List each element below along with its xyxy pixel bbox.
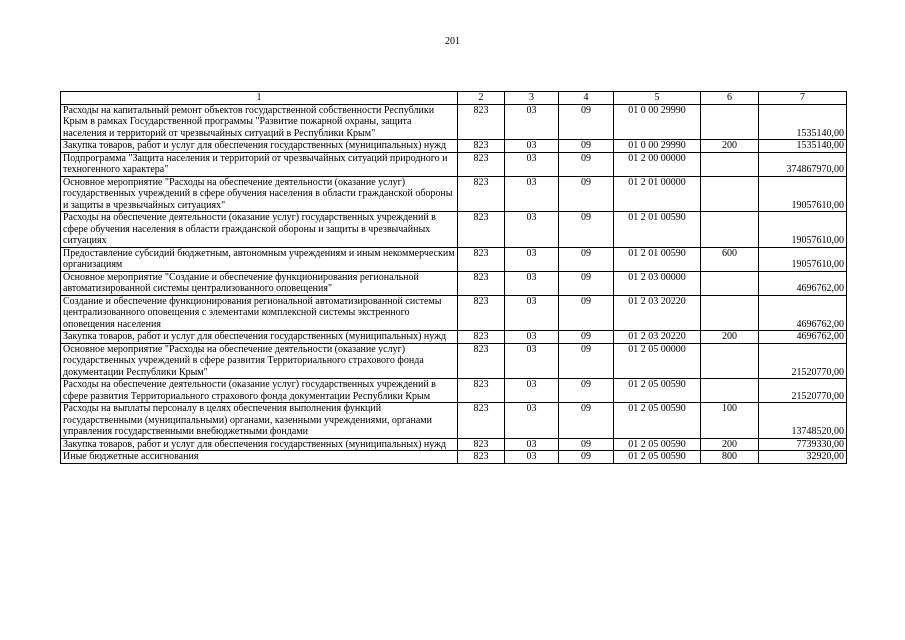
row-section-cell: 03 bbox=[505, 271, 559, 295]
table-body bbox=[61, 92, 847, 464]
row-amount-cell: 19057610,00 bbox=[759, 247, 847, 271]
row-amount-cell: 4696762,00 bbox=[759, 271, 847, 295]
row-subsection-cell: 09 bbox=[559, 403, 614, 439]
row-amount-cell: 19057610,00 bbox=[759, 212, 847, 248]
row-amount-cell: 1535140,00 bbox=[759, 140, 847, 153]
row-target-article-cell: 01 2 05 00590 bbox=[614, 403, 701, 439]
row-expense-type-cell bbox=[701, 343, 759, 379]
row-target-article-cell: 01 2 01 00590 bbox=[614, 212, 701, 248]
row-target-article-cell: 01 2 00 00000 bbox=[614, 152, 701, 176]
row-code-cell: 823 bbox=[458, 343, 505, 379]
page-number: 201 bbox=[445, 36, 460, 47]
row-section-cell: 03 bbox=[505, 152, 559, 176]
row-expense-type-cell: 200 bbox=[701, 331, 759, 344]
row-name-cell: Основное мероприятие "Расходы на обеспечение деятельности (оказание услуг) государственных учреждений в сфере развития Территориального страхового фонда документации Республики Крым" bbox=[61, 343, 458, 379]
row-code-cell: 823 bbox=[458, 295, 505, 331]
row-section-cell: 03 bbox=[505, 403, 559, 439]
row-section-cell: 03 bbox=[505, 331, 559, 344]
row-section-cell: 03 bbox=[505, 212, 559, 248]
row-amount-cell: 1535140,00 bbox=[759, 104, 847, 140]
row-name-cell: Основное мероприятие "Расходы на обеспечение деятельности (оказание услуг) государственных учреждений в сфере обучения населения в области гражданской обороны и защиты в чрезвычайных ситуациях" bbox=[61, 176, 458, 212]
row-code-cell: 823 bbox=[458, 104, 505, 140]
budget-table bbox=[60, 91, 847, 464]
row-amount-cell: 21520770,00 bbox=[759, 343, 847, 379]
row-target-article-cell: 01 2 01 00590 bbox=[614, 247, 701, 271]
row-expense-type-cell bbox=[701, 152, 759, 176]
row-amount-cell: 21520770,00 bbox=[759, 379, 847, 403]
row-target-article-cell: 01 2 01 00000 bbox=[614, 176, 701, 212]
row-target-article-cell: 01 2 05 00590 bbox=[614, 438, 701, 451]
row-section-cell: 03 bbox=[505, 104, 559, 140]
row-target-article-cell: 01 2 03 20220 bbox=[614, 295, 701, 331]
header-cell-4: 4 bbox=[559, 92, 614, 105]
row-subsection-cell: 09 bbox=[559, 104, 614, 140]
row-expense-type-cell: 100 bbox=[701, 403, 759, 439]
row-section-cell: 03 bbox=[505, 379, 559, 403]
row-name-cell: Создание и обеспечение функционирования региональной автоматизированной системы централизованного оповещения с элементами комплексной системы экстренного оповещения населения bbox=[61, 295, 458, 331]
row-section-cell: 03 bbox=[505, 438, 559, 451]
row-name-cell: Основное мероприятие "Создание и обеспечение функционирования региональной автоматизированной системы централизованного оповещения" bbox=[61, 271, 458, 295]
header-cell-1: 1 bbox=[61, 92, 458, 105]
row-expense-type-cell bbox=[701, 271, 759, 295]
row-name-cell: Расходы на капитальный ремонт объектов государственной собственности Республики Крым в рамках Государственной программы "Развитие пожарной охраны, защита населения и территорий от чрезвычайных ситуаций в Республики Крым" bbox=[61, 104, 458, 140]
row-expense-type-cell bbox=[701, 104, 759, 140]
row-name-cell: Расходы на обеспечение деятельности (оказание услуг) государственных учреждений в сфере обучения населения в области гражданской обороны и защиты в чрезвычайных ситуациях bbox=[61, 212, 458, 248]
row-target-article-cell: 01 2 05 00000 bbox=[614, 343, 701, 379]
row-target-article-cell: 01 2 03 20220 bbox=[614, 331, 701, 344]
row-code-cell: 823 bbox=[458, 379, 505, 403]
row-subsection-cell: 09 bbox=[559, 212, 614, 248]
row-expense-type-cell: 800 bbox=[701, 451, 759, 464]
row-subsection-cell: 09 bbox=[559, 343, 614, 379]
row-section-cell: 03 bbox=[505, 176, 559, 212]
row-subsection-cell: 09 bbox=[559, 451, 614, 464]
row-name-cell: Иные бюджетные ассигнования bbox=[61, 451, 458, 464]
row-subsection-cell: 09 bbox=[559, 140, 614, 153]
row-amount-cell: 19057610,00 bbox=[759, 176, 847, 212]
row-expense-type-cell: 200 bbox=[701, 438, 759, 451]
row-amount-cell: 32920,00 bbox=[759, 451, 847, 464]
row-expense-type-cell bbox=[701, 176, 759, 212]
row-section-cell: 03 bbox=[505, 451, 559, 464]
row-target-article-cell: 01 0 00 29990 bbox=[614, 140, 701, 153]
row-subsection-cell: 09 bbox=[559, 247, 614, 271]
row-subsection-cell: 09 bbox=[559, 152, 614, 176]
table-row bbox=[61, 152, 847, 176]
table-row bbox=[61, 295, 847, 331]
row-name-cell: Предоставление субсидий бюджетным, автономным учреждениям и иным некоммерческим организациям bbox=[61, 247, 458, 271]
row-subsection-cell: 09 bbox=[559, 438, 614, 451]
row-subsection-cell: 09 bbox=[559, 271, 614, 295]
row-target-article-cell: 01 2 05 00590 bbox=[614, 451, 701, 464]
table-row bbox=[61, 176, 847, 212]
table-row bbox=[61, 438, 847, 451]
row-expense-type-cell bbox=[701, 379, 759, 403]
row-section-cell: 03 bbox=[505, 247, 559, 271]
header-cell-2: 2 bbox=[458, 92, 505, 105]
table-row bbox=[61, 271, 847, 295]
row-expense-type-cell bbox=[701, 212, 759, 248]
row-section-cell: 03 bbox=[505, 140, 559, 153]
row-name-cell: Закупка товаров, работ и услуг для обеспечения государственных (муниципальных) нужд bbox=[61, 331, 458, 344]
row-name-cell: Расходы на выплаты персоналу в целях обеспечения выполнения функций государственными (муниципальными) органами, казенными учреждениями, органами управления государственными внебюджетными фондами bbox=[61, 403, 458, 439]
table-row bbox=[61, 403, 847, 439]
table-row bbox=[61, 451, 847, 464]
row-name-cell: Закупка товаров, работ и услуг для обеспечения государственных (муниципальных) нужд bbox=[61, 438, 458, 451]
row-name-cell: Закупка товаров, работ и услуг для обеспечения государственных (муниципальных) нужд bbox=[61, 140, 458, 153]
row-code-cell: 823 bbox=[458, 403, 505, 439]
row-code-cell: 823 bbox=[458, 438, 505, 451]
row-expense-type-cell: 600 bbox=[701, 247, 759, 271]
row-subsection-cell: 09 bbox=[559, 295, 614, 331]
row-code-cell: 823 bbox=[458, 247, 505, 271]
row-amount-cell: 7739330,00 bbox=[759, 438, 847, 451]
row-code-cell: 823 bbox=[458, 212, 505, 248]
row-amount-cell: 4696762,00 bbox=[759, 295, 847, 331]
row-amount-cell: 4696762,00 bbox=[759, 331, 847, 344]
row-code-cell: 823 bbox=[458, 140, 505, 153]
row-section-cell: 03 bbox=[505, 295, 559, 331]
row-amount-cell: 374867970,00 bbox=[759, 152, 847, 176]
table-row bbox=[61, 212, 847, 248]
row-subsection-cell: 09 bbox=[559, 379, 614, 403]
row-amount-cell: 13748520,00 bbox=[759, 403, 847, 439]
row-name-cell: Подпрограмма "Защита населения и территорий от чрезвычайных ситуаций природного и техногенного характера" bbox=[61, 152, 458, 176]
row-code-cell: 823 bbox=[458, 152, 505, 176]
row-expense-type-cell: 200 bbox=[701, 140, 759, 153]
row-code-cell: 823 bbox=[458, 176, 505, 212]
row-subsection-cell: 09 bbox=[559, 176, 614, 212]
row-target-article-cell: 01 2 03 00000 bbox=[614, 271, 701, 295]
table-row bbox=[61, 379, 847, 403]
row-expense-type-cell bbox=[701, 295, 759, 331]
header-cell-6: 6 bbox=[701, 92, 759, 105]
row-section-cell: 03 bbox=[505, 343, 559, 379]
table-row bbox=[61, 140, 847, 153]
table-row bbox=[61, 104, 847, 140]
header-row bbox=[61, 92, 847, 105]
row-code-cell: 823 bbox=[458, 331, 505, 344]
row-target-article-cell: 01 0 00 29990 bbox=[614, 104, 701, 140]
row-name-cell: Расходы на обеспечение деятельности (оказание услуг) государственных учреждений в сфере развития Территориального страхового фонда документации Республики Крым bbox=[61, 379, 458, 403]
row-target-article-cell: 01 2 05 00590 bbox=[614, 379, 701, 403]
table-row bbox=[61, 343, 847, 379]
row-code-cell: 823 bbox=[458, 271, 505, 295]
row-code-cell: 823 bbox=[458, 451, 505, 464]
header-cell-5: 5 bbox=[614, 92, 701, 105]
table-row bbox=[61, 331, 847, 344]
header-cell-7: 7 bbox=[759, 92, 847, 105]
row-subsection-cell: 09 bbox=[559, 331, 614, 344]
table-row bbox=[61, 247, 847, 271]
header-cell-3: 3 bbox=[505, 92, 559, 105]
